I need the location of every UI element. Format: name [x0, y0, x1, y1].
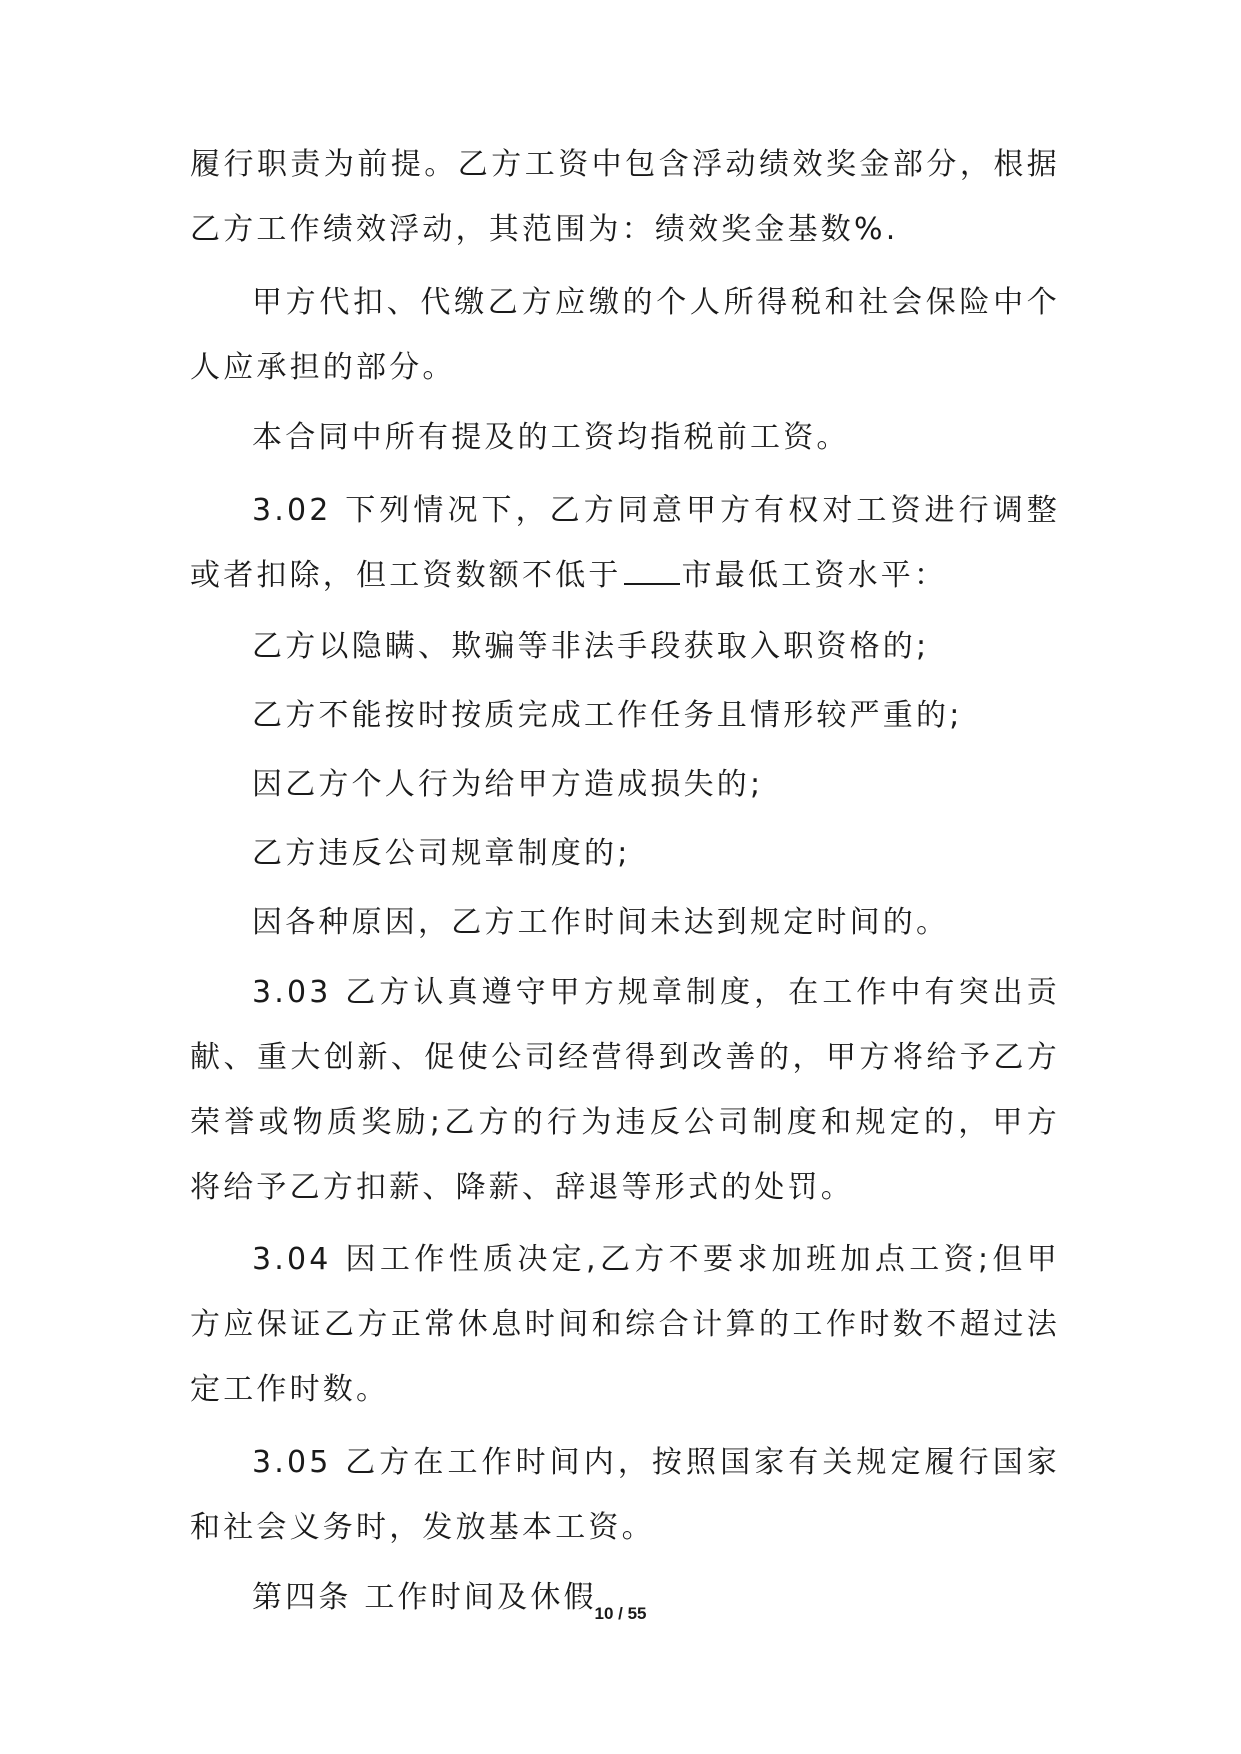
list-item-rule-violation: 乙方违反公司规章制度的;	[252, 836, 631, 871]
list-item-incomplete-tasks: 乙方不能按时按质完成工作任务且情形较严重的;	[252, 698, 963, 733]
list-item-personal-loss: 因乙方个人行为给甲方造成损失的;	[252, 767, 764, 802]
section-heading-article-4: 第四条 工作时间及休假	[252, 1580, 597, 1615]
paragraph-clause-3-04: 3.04 因工作性质决定,乙方不要求加班加点工资;但甲方应保证乙方正常休息时间和综合计算的工作时数不超过法定工作时数。	[190, 1242, 1060, 1407]
paragraph-performance-bonus: 履行职责为前提。乙方工资中包含浮动绩效奖金部分，根据乙方工作绩效浮动，其范围为：绩效奖金基数%.	[190, 147, 1060, 247]
paragraph-pretax-salary: 本合同中所有提及的工资均指税前工资。	[252, 420, 850, 455]
list-item-insufficient-hours: 因各种原因，乙方工作时间未达到规定时间的。	[252, 905, 950, 940]
paragraph-clause-3-05: 3.05 乙方在工作时间内，按照国家有关规定履行国家和社会义务时，发放基本工资。	[190, 1445, 1060, 1545]
paragraph-clause-3-03: 3.03 乙方认真遵守甲方规章制度，在工作中有突出贡献、重大创新、促使公司经营得到改善的，甲方将给予乙方荣誉或物质奖励;乙方的行为违反公司制度和规定的，甲方将给予乙方扣薪、降薪、辞退等形式的处罚。	[190, 975, 1060, 1205]
clause-3-02-text-end: 市最低工资水平：	[681, 558, 948, 593]
clause-3-02-text: 3.02 下列情况下，乙方同意甲方有权对工资进行调整或者扣除，但工资数额不低于	[190, 493, 1060, 593]
paragraph-tax-withholding: 甲方代扣、代缴乙方应缴的个人所得税和社会保险中个人应承担的部分。	[190, 285, 1060, 385]
fill-in-blank	[624, 559, 680, 585]
page-number: 10 / 55	[594, 1604, 647, 1623]
list-item-deception: 乙方以隐瞒、欺骗等非法手段获取入职资格的;	[252, 629, 930, 664]
paragraph-clause-3-02	[190, 478, 1060, 608]
